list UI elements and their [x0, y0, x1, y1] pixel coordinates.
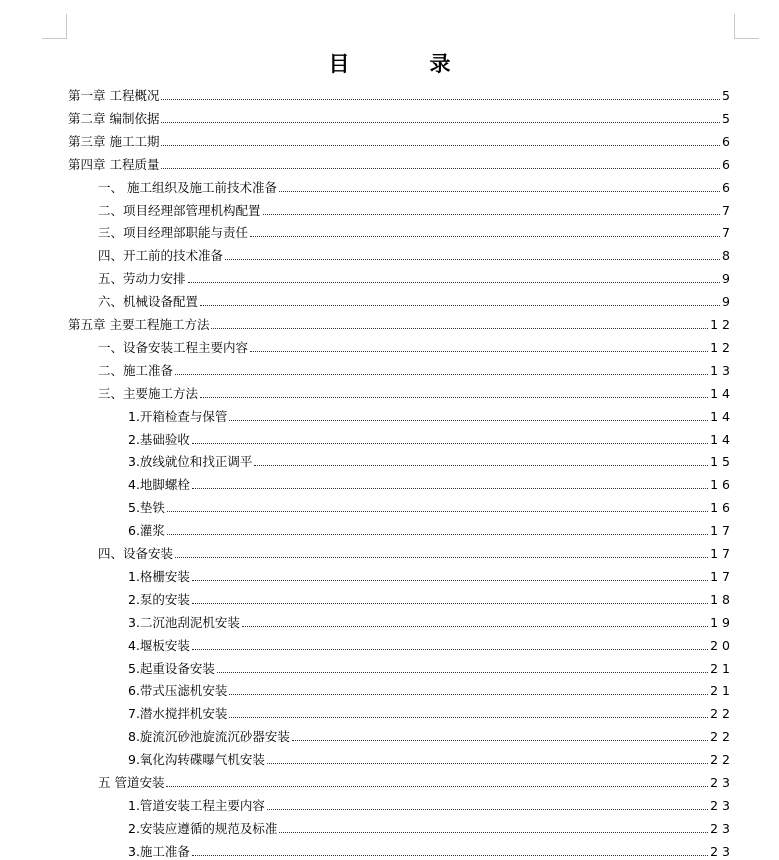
toc-entry-label: 6.灌浆: [128, 523, 165, 539]
toc-entry[interactable]: [68, 130, 734, 150]
toc-entry[interactable]: [68, 153, 734, 173]
toc-entry-page-number: 23: [710, 797, 734, 813]
toc-entry[interactable]: [98, 199, 734, 219]
toc-entry-label: 4.堰板安装: [128, 637, 190, 653]
page-corner-mark-top-right: [734, 14, 759, 39]
toc-entry-page-number: 18: [710, 591, 734, 607]
toc-title: [0, 48, 779, 78]
toc-entry-label: 一、 施工组织及施工前技术准备: [98, 179, 277, 195]
toc-entry[interactable]: [128, 634, 734, 654]
toc-entry-label: 六、机械设备配置: [98, 294, 199, 310]
toc-entry[interactable]: [98, 542, 734, 562]
toc-entry-label: 一、设备安装工程主要内容: [98, 339, 249, 355]
toc-entry-label: 第二章 编制依据: [68, 110, 160, 126]
toc-leader-dots: [250, 236, 720, 237]
toc-entry[interactable]: [98, 290, 734, 310]
toc-entry-label: 2.泵的安装: [128, 591, 190, 607]
toc-entry[interactable]: [128, 817, 734, 837]
toc-entry-page-number: 22: [710, 729, 734, 745]
toc-leader-dots: [200, 305, 720, 306]
toc-leader-dots: [167, 534, 708, 535]
toc-entry-page-number: 14: [710, 431, 734, 447]
toc-entry-page-number: 20: [710, 637, 734, 653]
toc-entry-page-number: 22: [710, 706, 734, 722]
toc-leader-dots: [225, 259, 720, 260]
toc-entry-label: 三、主要施工方法: [98, 385, 199, 401]
toc-entry-label: 2.安装应遵循的规范及标准: [128, 820, 278, 836]
toc-leader-dots: [279, 191, 720, 192]
toc-leader-dots: [175, 374, 708, 375]
toc-entry[interactable]: [128, 588, 734, 608]
toc-leader-dots: [175, 557, 708, 558]
toc-leader-dots: [200, 397, 708, 398]
toc-entry-page-number: 7: [722, 225, 734, 241]
toc-entry[interactable]: [98, 771, 734, 791]
toc-entry[interactable]: [98, 267, 734, 287]
toc-leader-dots: [229, 694, 708, 695]
toc-leader-dots: [192, 603, 708, 604]
toc-entry-label: 3.放线就位和找正调平: [128, 454, 253, 470]
toc-entry-label: 8.旋流沉砂池旋流沉砂器安装: [128, 729, 290, 745]
page-corner-mark-top-left: [42, 14, 67, 39]
toc-entry-label: 五、劳动力安排: [98, 271, 186, 287]
toc-entry-page-number: 17: [710, 546, 734, 561]
toc-entry[interactable]: [128, 840, 734, 860]
toc-leader-dots: [161, 122, 720, 123]
toc-entry-label: 第三章 施工工期: [68, 133, 160, 149]
toc-entry[interactable]: [128, 794, 734, 814]
toc-entry-label: 二、项目经理部管理机构配置: [98, 202, 261, 218]
toc-entry[interactable]: [128, 679, 734, 699]
toc-entry-label: 第四章 工程质量: [68, 156, 160, 172]
toc-entry-label: 7.潜水搅拌机安装: [128, 706, 228, 722]
toc-entry-page-number: 5: [722, 110, 734, 126]
toc-entry[interactable]: [128, 657, 734, 677]
toc-entry-label: 3.施工准备: [128, 843, 190, 859]
toc-entry[interactable]: [98, 382, 734, 402]
toc-entry[interactable]: [98, 176, 734, 196]
toc-leader-dots: [263, 214, 721, 215]
toc-entry-page-number: 14: [710, 385, 734, 401]
toc-leader-dots: [254, 465, 708, 466]
toc-leader-dots: [161, 145, 720, 146]
toc-entry-page-number: 23: [710, 820, 734, 836]
toc-entry-page-number: 16: [710, 500, 734, 516]
toc-entry-label: 4.地脚螺栓: [128, 477, 190, 493]
toc-entry-page-number: 21: [710, 660, 734, 676]
toc-entry-label: 二、施工准备: [98, 362, 174, 378]
toc-title-char-1: 目: [328, 52, 350, 76]
toc-leader-dots: [250, 351, 708, 352]
toc-entry-label: 五 管道安装: [98, 775, 165, 790]
toc-leader-dots: [166, 786, 708, 787]
toc-entry-label: 2.基础验收: [128, 431, 190, 447]
toc-entry-page-number: 12: [710, 339, 734, 355]
toc-leader-dots: [188, 282, 721, 283]
toc-leader-dots: [279, 832, 708, 833]
toc-leader-dots: [192, 855, 708, 856]
toc-entry-page-number: 6: [722, 156, 734, 172]
toc-entry[interactable]: [128, 611, 734, 631]
toc-entry[interactable]: [128, 428, 734, 448]
toc-entry-page-number: 22: [710, 752, 734, 768]
toc-entry-page-number: 6: [722, 133, 734, 149]
toc-entry-label: 三、项目经理部职能与责任: [98, 225, 249, 241]
toc-entry[interactable]: [128, 565, 734, 585]
toc-leader-dots: [267, 763, 708, 764]
toc-entry-label: 3.二沉池刮泥机安装: [128, 614, 240, 630]
toc-entry[interactable]: [98, 221, 734, 241]
toc-entry-page-number: 13: [710, 362, 734, 378]
toc-leader-dots: [192, 580, 708, 581]
toc-leader-dots: [192, 649, 708, 650]
toc-leader-dots: [192, 488, 708, 489]
toc-entry-page-number: 9: [722, 271, 734, 287]
toc-leader-dots: [229, 420, 708, 421]
toc-entry-page-number: 12: [710, 317, 734, 332]
toc-entry-page-number: 21: [710, 683, 734, 699]
toc-entry[interactable]: [98, 359, 734, 379]
toc-entry[interactable]: [68, 313, 734, 333]
toc-entry-page-number: 17: [710, 568, 734, 584]
toc-leader-dots: [161, 168, 720, 169]
toc-entry-page-number: 17: [710, 523, 734, 539]
toc-entry-label: 6.带式压滤机安装: [128, 683, 228, 699]
toc-entry-label: 5.垫铁: [128, 500, 165, 516]
toc-entry[interactable]: [128, 748, 734, 768]
toc-entry-label: 1.开箱检查与保管: [128, 408, 228, 424]
toc-entry-label: 5.起重设备安装: [128, 660, 215, 676]
toc-leader-dots: [292, 740, 708, 741]
toc-entry-page-number: 9: [722, 294, 734, 310]
toc-entry-page-number: 5: [722, 88, 734, 103]
toc-entry-page-number: 23: [710, 775, 734, 790]
toc-entry-page-number: 15: [710, 454, 734, 470]
toc-entry-label: 四、设备安装: [98, 546, 174, 561]
toc-entry[interactable]: [128, 496, 734, 516]
toc-entry-page-number: 14: [710, 408, 734, 424]
toc-entry[interactable]: [128, 405, 734, 425]
toc-entry-label: 第五章 主要工程施工方法: [68, 317, 210, 332]
toc-leader-dots: [242, 626, 708, 627]
toc-leader-dots: [161, 99, 720, 100]
toc-entry[interactable]: [128, 725, 734, 745]
toc-entry-page-number: 16: [710, 477, 734, 493]
toc-entry-page-number: 7: [722, 202, 734, 218]
toc-entry[interactable]: [128, 519, 734, 539]
toc-entry-label: 1.格栅安装: [128, 568, 190, 584]
toc-leader-dots: [267, 809, 708, 810]
toc-entry-page-number: 23: [710, 843, 734, 859]
toc-leader-dots: [167, 511, 708, 512]
toc-entry-label: 第一章 工程概况: [68, 88, 160, 103]
toc-entry[interactable]: [128, 702, 734, 722]
toc-title-char-2: 录: [429, 52, 451, 76]
toc-leader-dots: [217, 672, 708, 673]
toc-entry-label: 1.管道安装工程主要内容: [128, 797, 265, 813]
toc-entry[interactable]: [98, 336, 734, 356]
toc-leader-dots: [229, 717, 708, 718]
toc-entry[interactable]: [68, 84, 734, 104]
toc-leader-dots: [192, 443, 708, 444]
toc-entry-page-number: 8: [722, 248, 734, 264]
toc-entry-label: 9.氧化沟转碟曝气机安装: [128, 752, 265, 768]
toc-leader-dots: [211, 328, 708, 329]
toc-entry[interactable]: [98, 244, 734, 264]
toc-entry[interactable]: [128, 473, 734, 493]
toc-entry[interactable]: [128, 450, 734, 470]
toc-entry[interactable]: [68, 107, 734, 127]
toc-entry-page-number: 19: [710, 614, 734, 630]
toc-entry-page-number: 6: [722, 179, 734, 195]
toc-entry-label: 四、开工前的技术准备: [98, 248, 224, 264]
